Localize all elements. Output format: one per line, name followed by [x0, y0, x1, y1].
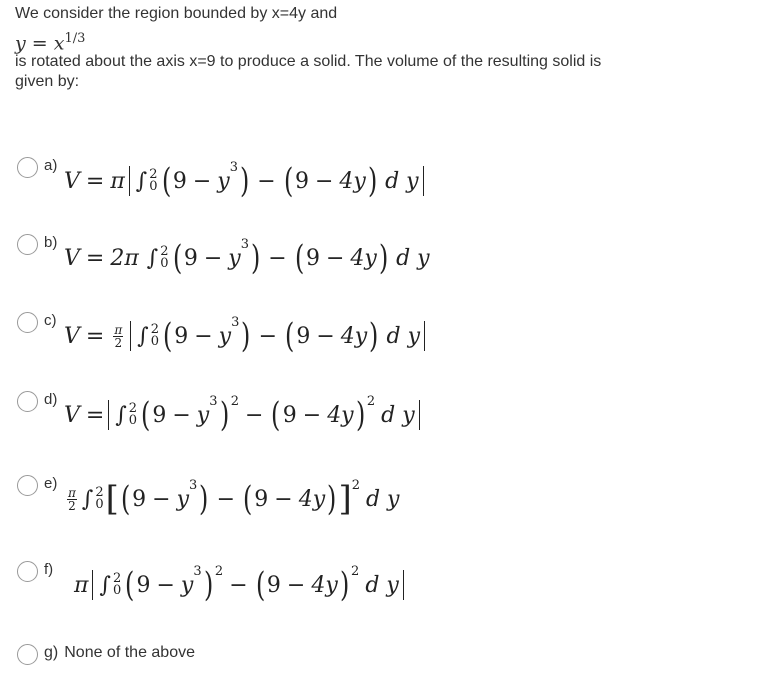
lower-limit: 0: [95, 497, 104, 512]
math-minus: −: [172, 402, 191, 428]
formula-e: $\frac{\pi}{2}$ ∫ 2 0 [ ( 9 − y 3 ) − ( 9 − 4y ) ] 2 d y: [68, 477, 400, 519]
option-b[interactable]: [17, 233, 430, 278]
math-nine: 9: [152, 402, 167, 428]
option-letter-b: b): [44, 234, 58, 251]
option-text-g: None of the above: [64, 644, 195, 661]
math-square: 2: [214, 563, 224, 579]
curve-equation-exponent: 1/3: [64, 31, 86, 46]
math-minus: −: [245, 402, 264, 428]
option-c[interactable]: [17, 311, 429, 356]
formula-c: V = $\frac{\pi}{2}$ ∫ 2 0 ( 9 − y 3 ) − ( 9 − 4y ) d y: [64, 321, 429, 351]
radio-button-d[interactable]: [17, 391, 38, 412]
math-4y: 4y: [327, 402, 354, 428]
upper-limit: 2: [112, 571, 122, 586]
math-minus: −: [314, 168, 334, 194]
math-y: y: [217, 168, 230, 194]
math-minus: −: [216, 486, 236, 512]
option-letter-f: f): [44, 561, 54, 578]
formula-a: V = π ∫ 2 0 ( 9 − y 3 ) − ( 9 − 4y ) d y: [64, 166, 428, 196]
math-cube: 3: [229, 159, 238, 175]
integral-limits: [129, 403, 137, 427]
math-v: V: [64, 168, 80, 194]
math-minus: −: [286, 572, 306, 598]
lower-limit: 0: [149, 179, 158, 194]
option-e[interactable]: [17, 474, 400, 519]
math-minus: −: [325, 245, 345, 271]
formula-d: V = ∫ 2 0 ( 9 − y 3 ) 2 − ( 9 − 4y ) 2 d y: [64, 400, 424, 430]
prompt-line-4: given by:: [15, 73, 80, 90]
integral-sign: ∫: [99, 572, 111, 598]
math-nine: 9: [183, 245, 198, 271]
math-dy: d y: [385, 168, 419, 194]
radio-button-a[interactable]: [17, 157, 38, 178]
math-v: V: [64, 245, 80, 271]
abs-bar-left: [108, 400, 109, 430]
option-g[interactable]: [17, 643, 195, 683]
math-cube: 3: [209, 393, 218, 409]
math-minus: −: [268, 245, 287, 271]
math-square: 2: [351, 563, 360, 579]
math-nine: 9: [294, 168, 309, 194]
prompt-line-3: is rotated about the axis x=9 to produce a solid. The volume of the resulting solid is: [15, 53, 602, 70]
math-eq: =: [85, 323, 105, 349]
math-pi: π: [74, 572, 89, 598]
math-cube: 3: [193, 563, 202, 579]
math-minus: −: [274, 486, 293, 512]
math-nine: 9: [254, 486, 269, 512]
abs-bar-right: [423, 166, 424, 196]
lower-limit: 0: [160, 256, 169, 271]
option-letter-c: c): [44, 312, 57, 329]
math-minus: −: [302, 402, 322, 428]
math-nine: 9: [174, 323, 189, 349]
math-eq: =: [85, 168, 105, 194]
integral-sign: ∫: [115, 402, 127, 428]
math-dy: d y: [365, 486, 400, 512]
option-f[interactable]: [17, 560, 408, 605]
math-y: y: [196, 402, 210, 428]
option-a[interactable]: [17, 156, 428, 201]
abs-bar-right: [424, 321, 425, 351]
math-v: V: [64, 323, 80, 349]
math-minus: −: [229, 572, 248, 598]
math-pi: π: [110, 168, 125, 194]
math-dy: d y: [381, 402, 415, 428]
math-square: 2: [351, 477, 360, 493]
upper-limit: 2: [160, 244, 169, 259]
math-nine: 9: [266, 572, 281, 598]
math-square: 2: [230, 393, 240, 409]
math-minus: −: [156, 572, 175, 598]
fraction-pi-over-2: [67, 487, 77, 512]
radio-button-g[interactable]: [17, 644, 38, 665]
math-minus: −: [152, 486, 171, 512]
question-prompt: [15, 4, 755, 92]
math-minus: −: [316, 323, 335, 349]
math-4y: 4y: [350, 245, 377, 271]
integral-limits: [151, 324, 159, 348]
fraction-pi-over-2: [113, 324, 123, 349]
integral-sign: ∫: [81, 486, 94, 512]
option-letter-d: d): [44, 391, 58, 408]
abs-bar-right: [403, 570, 404, 600]
math-v: V: [64, 402, 80, 428]
math-nine: 9: [132, 486, 147, 512]
math-dy: d y: [396, 245, 430, 271]
integral-limits: [149, 169, 157, 193]
math-square: 2: [366, 393, 376, 409]
prompt-line-1: We consider the region bounded by x=4y and: [15, 5, 338, 22]
math-nine: 9: [296, 323, 311, 349]
math-cube: 3: [231, 314, 240, 330]
math-dy: d y: [386, 323, 421, 349]
abs-bar-left: [129, 166, 130, 196]
fraction-numerator: π: [68, 485, 76, 500]
math-nine: 9: [282, 402, 297, 428]
option-letter-e: e): [44, 475, 58, 492]
math-nine: 9: [136, 572, 151, 598]
integral-sign: ∫: [146, 245, 159, 271]
radio-button-b[interactable]: [17, 234, 38, 255]
radio-button-e[interactable]: [17, 475, 38, 496]
prompt-curve-equation: [15, 24, 755, 55]
math-minus: −: [203, 245, 223, 271]
option-letter-g: g): [44, 644, 59, 661]
upper-limit: 2: [149, 167, 158, 182]
fraction-denominator: 2: [114, 335, 123, 350]
option-d[interactable]: [17, 390, 424, 435]
radio-button-f[interactable]: [17, 561, 38, 582]
math-cube: 3: [189, 477, 198, 493]
formula-f: π ∫ 2 0 ( 9 − y 3 ) 2 − ( 9 − 4y ) 2 d y: [64, 570, 408, 600]
math-minus: −: [194, 323, 213, 349]
curve-equation-base: y = x: [15, 32, 65, 55]
math-nine: 9: [172, 168, 187, 194]
math-minus: −: [257, 168, 276, 194]
math-nine: 9: [305, 245, 320, 271]
abs-bar-left: [130, 321, 131, 351]
math-y: y: [228, 245, 241, 271]
integral-sign: ∫: [137, 323, 149, 349]
math-y: y: [180, 572, 194, 598]
math-dy: d y: [365, 572, 399, 598]
upper-limit: 2: [128, 401, 138, 416]
upper-limit: 2: [95, 485, 104, 500]
lower-limit: 0: [128, 413, 138, 428]
integral-sign: ∫: [135, 168, 148, 194]
lower-limit: 0: [112, 583, 122, 598]
formula-b: V = 2π ∫ 2 0 ( 9 − y 3 ) − ( 9 − 4y ) d y: [64, 236, 430, 278]
abs-bar-right: [419, 400, 420, 430]
integral-limits: [95, 487, 103, 511]
option-letter-a: a): [44, 157, 58, 174]
math-4y: 4y: [298, 486, 326, 512]
math-eq: =: [85, 245, 105, 271]
fraction-numerator: π: [114, 322, 123, 337]
integral-limits: [113, 573, 121, 597]
math-minus: −: [258, 323, 278, 349]
lower-limit: 0: [150, 334, 159, 349]
integral-limits: [160, 246, 168, 270]
math-4y: 4y: [311, 572, 338, 598]
math-cube: 3: [240, 236, 249, 252]
math-y: y: [218, 323, 232, 349]
math-y: y: [176, 486, 190, 512]
radio-button-c[interactable]: [17, 312, 38, 333]
math-4y: 4y: [339, 168, 366, 194]
math-4y: 4y: [340, 323, 368, 349]
upper-limit: 2: [150, 322, 159, 337]
abs-bar-left: [92, 570, 93, 600]
math-eq: =: [85, 402, 105, 428]
math-2pi: 2π: [110, 245, 139, 271]
math-minus: −: [192, 168, 212, 194]
fraction-denominator: 2: [68, 498, 76, 513]
